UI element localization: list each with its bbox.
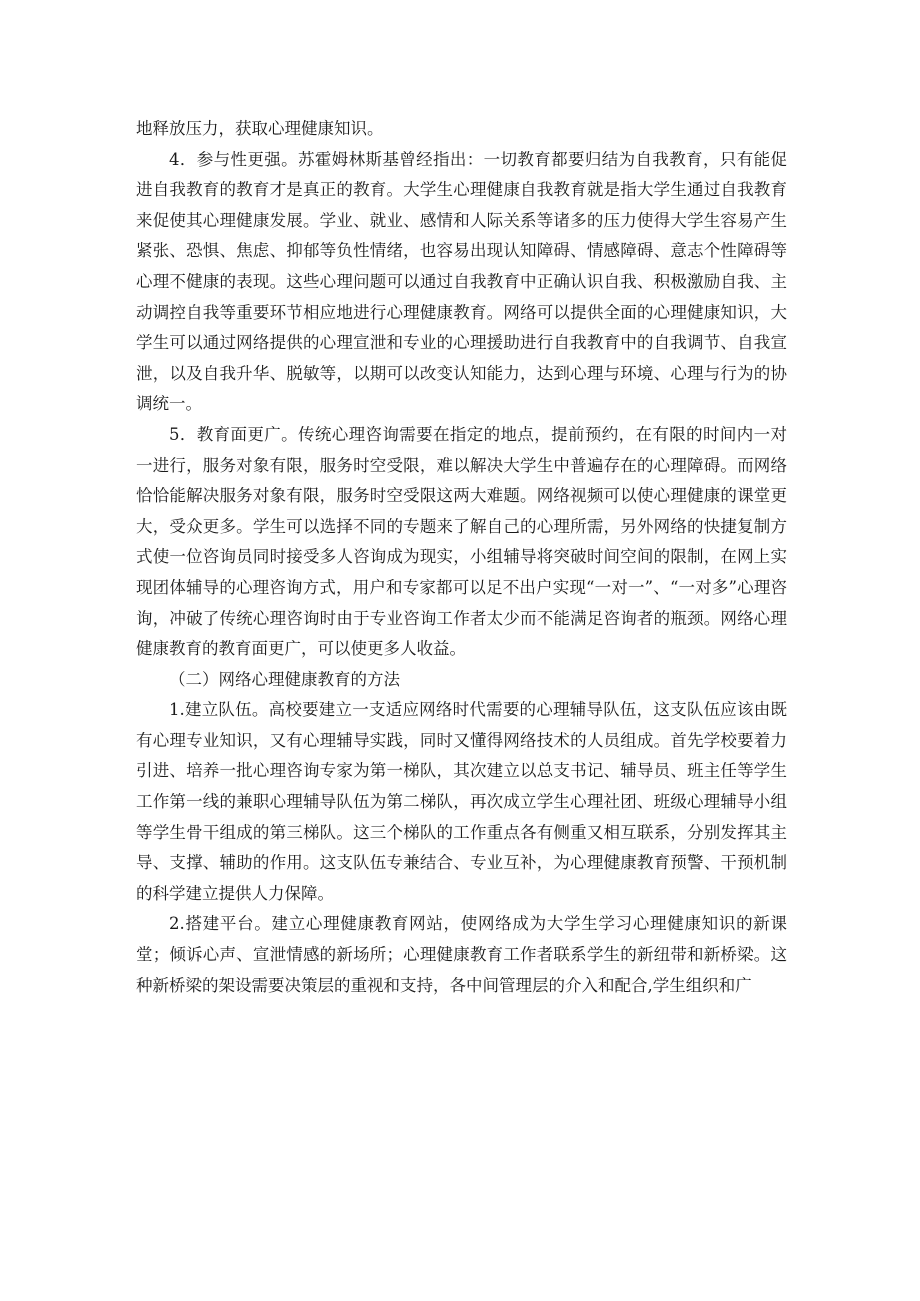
paragraph-participation: 4．参与性更强。苏霍姆林斯基曾经指出：一切教育都要归结为自我教育，只有能促进自我教育的教育才是真正的教育。大学生心理健康自我教育就是指大学生通过自我教育来促使其心理健康发展。学业、就业、感情和人际关系等诸多的压力使得大学生容易产生紧张、恐惧、焦虑、抑郁等负性情绪，也容易出现认知障碍、情感障碍、意志个性障碍等心理不健康的表现。这些心理问题可以通过自我教育中正确认识自我、积极激励自我、主动调控自我等重要环节相应地进行心理健康教育。网络可以提供全面的心理健康知识，大学生可以通过网络提供的心理宣泄和专业的心理援助进行自我教育中的自我调节、自我宣泄，以及自我升华、脱敏等，以期可以改变认知能力，达到心理与环境、心理与行为的协调统一。 [136, 149, 787, 414]
paragraph-build-platform: 2.搭建平台。建立心理健康教育网站，使网络成为大学生学习心理健康知识的新课堂；倾诉心声、宣泄情感的新场所；心理健康教育工作者联系学生的新纽带和新桥梁。这种新桥梁的架设需要决策层的重视和支持，各中间管理层的介入和配合,学生组织和广 [136, 914, 787, 995]
section-heading-methods: （二）网络心理健康教育的方法 [169, 669, 400, 689]
document-body [136, 114, 787, 1001]
paragraph-build-team: 1.建立队伍。高校要建立一支适应网络时代需要的心理辅导队伍，这支队伍应该由既有心理专业知识，又有心理辅导实践，同时又懂得网络技术的人员组成。首先学校要着力引进、培养一批心理咨询专家为第一梯队，其次建立以总支书记、辅导员、班主任等学生工作第一线的兼职心理辅导队伍为第二梯队，再次成立学生心理社团、班级心理辅导小组等学生骨干组成的第三梯队。这三个梯队的工作重点各有侧重又相互联系，分别发挥其主导、支撑、辅助的作用。这支队伍专兼结合、专业互补，为心理健康教育预警、干预机制的科学建立提供人力保障。 [136, 700, 787, 903]
paragraph-continuation: 地释放压力，获取心理健康知识。 [136, 119, 384, 138]
paragraph-education-scope: 5．教育面更广。传统心理咨询需要在指定的地点，提前预约，在有限的时间内一对一进行，服务对象有限，服务时空受限，难以解决大学生中普遍存在的心理障碍。而网络恰恰能解决服务对象有限，服务时空受限这两大难题。网络视频可以使心理健康的课堂更大，受众更多。学生可以选择不同的专题来了解自己的心理所需，另外网络的快捷复制方式使一位咨询员同时接受多人咨询成为现实，小组辅导将突破时间空间的限制，在网上实现团体辅导的心理咨询方式，用户和专家都可以足不出户实现“一对一”、“一对多”心理咨询，冲破了传统心理咨询时由于专业咨询工作者太少而不能满足咨询者的瓶颈。网络心理健康教育的教育面更广，可以使更多人收益。 [136, 424, 787, 659]
